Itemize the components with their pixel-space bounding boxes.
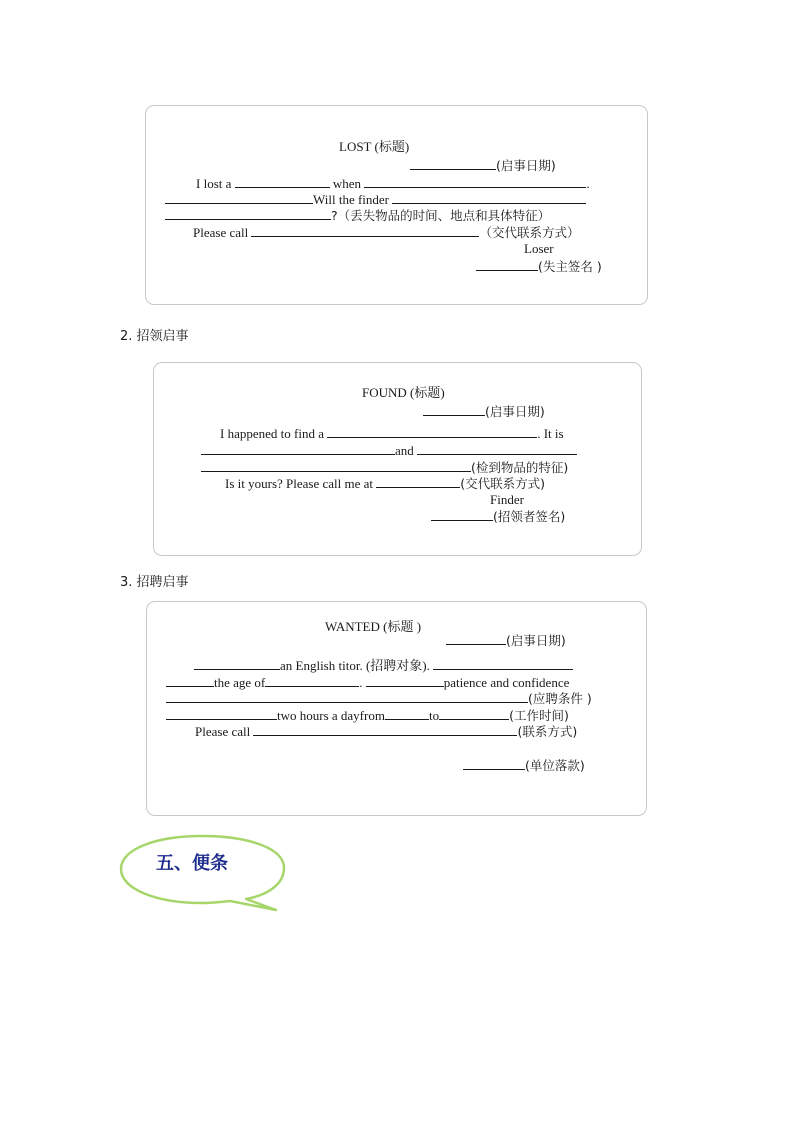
to-time-blank[interactable] [439, 707, 509, 720]
lost-line-2: Will the finder [165, 191, 586, 208]
date-blank[interactable] [423, 403, 485, 416]
found-notice-box [153, 362, 642, 556]
lost-sign-line: (失主签名 ) [476, 258, 602, 275]
phone-blank[interactable] [251, 224, 479, 237]
lost-line-4: Please call （交代联系方式） [193, 225, 580, 240]
found-line-4: Is it yours? Please call me at (交代联系方式) [225, 476, 546, 491]
found-line-1: I happened to find a . It is [220, 426, 564, 441]
position-blank[interactable] [194, 657, 280, 670]
lost-title: LOST (标题) [339, 139, 410, 154]
requirement-blank-2[interactable] [366, 674, 444, 687]
wanted-notice-box [146, 601, 647, 816]
feature-blank-3[interactable] [201, 459, 471, 472]
when-blank[interactable] [364, 175, 586, 188]
signature-blank[interactable] [431, 508, 493, 521]
age-blank[interactable] [265, 674, 359, 687]
section-label: 五、便条 [156, 853, 228, 874]
requirement-blank-1[interactable] [166, 674, 214, 687]
item-blank[interactable] [327, 425, 537, 438]
wanted-line-4: two hours a dayfrom to (工作时间) [166, 707, 569, 724]
feature-blank-2[interactable] [417, 442, 577, 455]
lost-notice-box [145, 105, 648, 305]
phone-blank[interactable] [253, 723, 517, 736]
found-sign-line: (招领者签名) [431, 508, 565, 525]
section-bubble [118, 832, 288, 914]
phone-blank[interactable] [376, 475, 460, 488]
detail-blank-3[interactable] [165, 207, 331, 220]
date-blank[interactable] [410, 157, 496, 170]
date-blank[interactable] [446, 632, 506, 645]
wanted-line-5: Please call (联系方式) [195, 724, 578, 739]
signature-blank[interactable] [463, 757, 525, 770]
work-time-blank-1[interactable] [166, 707, 277, 720]
found-heading: 2. 招领启事 [120, 329, 189, 344]
found-title: FOUND (标题) [362, 385, 445, 400]
from-time-blank[interactable] [385, 707, 429, 720]
detail-blank-2[interactable] [392, 191, 586, 204]
found-date-line: (启事日期) [423, 403, 545, 420]
lost-line-3: ?（丢失物品的时间、地点和具体特征） [165, 207, 550, 224]
found-line-2: and [201, 442, 577, 459]
item-blank[interactable] [235, 175, 330, 188]
wanted-heading: 3. 招聘启事 [120, 575, 189, 590]
detail-blank-1[interactable] [165, 191, 313, 204]
requirement-blank-3[interactable] [166, 690, 528, 703]
wanted-line-3: (应聘条件 ) [166, 690, 592, 707]
lost-date-line: (启事日期) [410, 157, 556, 174]
lost-line-1: I lost a when . [196, 176, 590, 191]
wanted-date-line: (启事日期) [446, 632, 566, 649]
wanted-title: WANTED (标题 ) [325, 619, 422, 634]
feature-blank-1[interactable] [201, 442, 395, 455]
wanted-line-2: the age of . patience and confidence [166, 674, 569, 691]
found-signer: Finder [490, 492, 524, 507]
lost-signer: Loser [524, 241, 554, 256]
wanted-line-1: an English titor. (招聘对象). [194, 657, 573, 674]
signature-blank[interactable] [476, 258, 538, 271]
found-line-3: (检到物品的特征) [201, 459, 568, 476]
position-extra-blank[interactable] [433, 657, 573, 670]
wanted-sign-line: (单位落款) [463, 757, 585, 774]
